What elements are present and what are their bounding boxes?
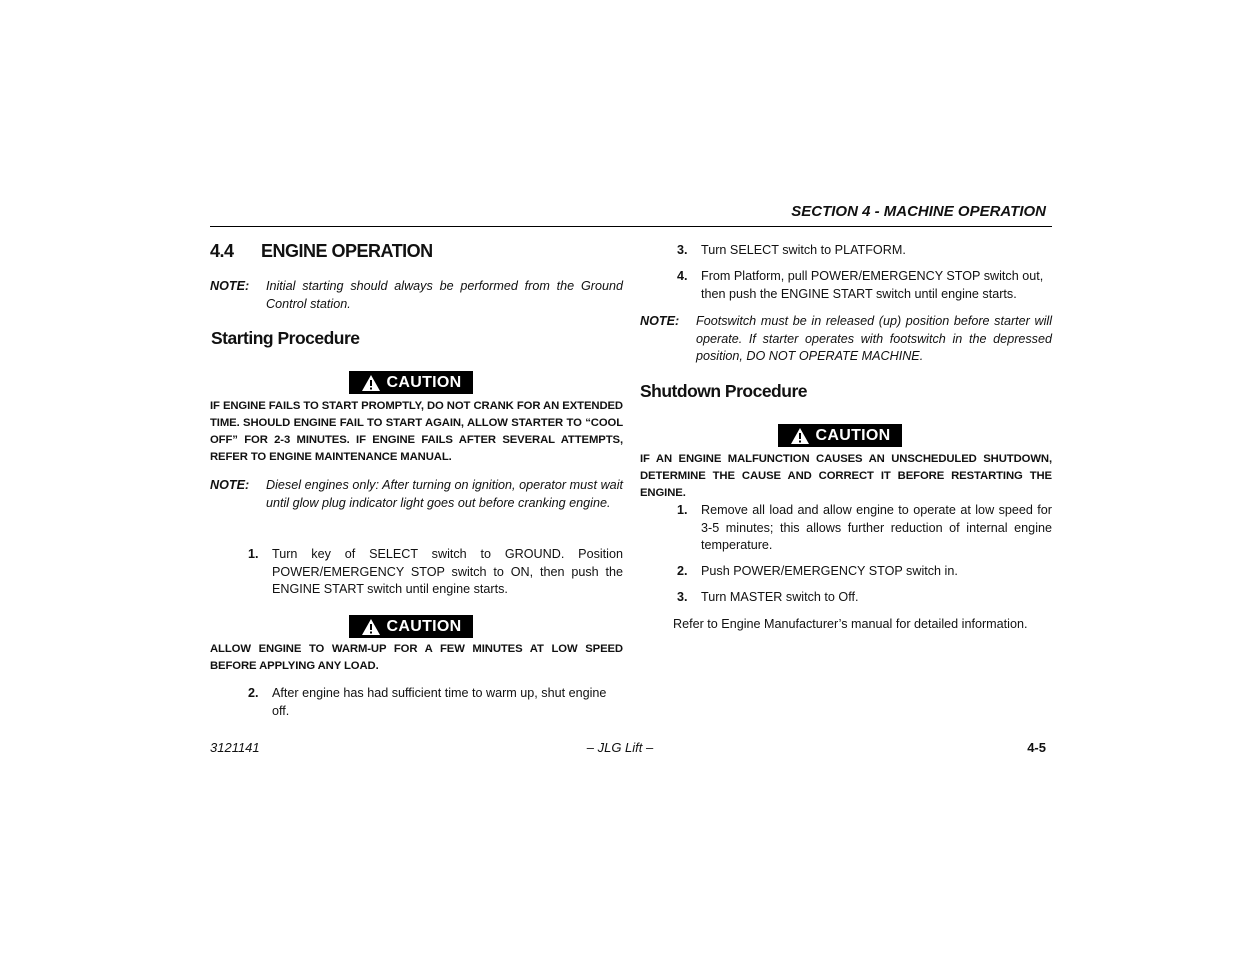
caution-text-1: IF ENGINE FAILS TO START PROMPTLY, DO NOT CRANK FOR AN EXTENDED TIME. SHOULD ENGINE FAIL TO START AGAIN, ALLOW STARTER TO “COOL OFF” FOR 2-3 MINUTES. IF ENGINE FAILS AFTER SEVERAL ATTEMPTS, REFER TO ENGINE MAINTENANCE MANUAL. — [210, 400, 623, 463]
step-number: 3. — [677, 590, 688, 604]
step-text: Turn key of SELECT switch to GROUND. Position POWER/EMERGENCY STOP switch to ON, then push the ENGINE START switch until engine starts. — [272, 547, 623, 596]
footer-center: – JLG Lift – — [586, 740, 654, 755]
step-text: From Platform, pull POWER/EMERGENCY STOP switch out, then push the ENGINE START switch until engine starts. — [701, 269, 1044, 301]
header-rule — [210, 226, 1052, 227]
start-step-3 — [677, 242, 1052, 260]
step-number: 2. — [248, 686, 259, 700]
note-text: Footswitch must be in released (up) position before starter will operate. If starter operates with footswitch in the depressed position, DO NOT OPERATE MACHINE. — [696, 314, 1052, 363]
step-text: Turn SELECT switch to PLATFORM. — [701, 243, 906, 257]
starting-procedure-heading: Starting Procedure — [211, 328, 360, 348]
section-header: SECTION 4 - MACHINE OPERATION — [791, 203, 1046, 220]
warning-icon — [361, 374, 381, 392]
step-number: 3. — [677, 243, 688, 257]
shutdown-step-3 — [677, 589, 1052, 607]
start-step-1 — [248, 546, 623, 600]
step-text: Remove all load and allow engine to operate at low speed for 3-5 minutes; this allows further reduction of internal engine temperature. — [701, 503, 1052, 552]
note-label: NOTE: — [210, 279, 250, 293]
start-step-4 — [677, 268, 1052, 304]
caution-text-2: ALLOW ENGINE TO WARM-UP FOR A FEW MINUTES AT LOW SPEED BEFORE APPLYING ANY LOAD. — [210, 643, 623, 672]
note-text: Initial starting should always be performed from the Ground Control station. — [266, 279, 623, 311]
refer-manual-text: Refer to Engine Manufacturer’s manual for detailed information. — [673, 617, 1028, 631]
page-number: 4-5 — [1027, 740, 1046, 755]
step-text: After engine has had sufficient time to warm up, shut engine off. — [272, 686, 607, 718]
step-number: 1. — [677, 503, 688, 517]
shutdown-step-1 — [677, 502, 1052, 556]
heading-title: ENGINE OPERATION — [261, 241, 433, 261]
caution-text-3: IF AN ENGINE MALFUNCTION CAUSES AN UNSCHEDULED SHUTDOWN, DETERMINE THE CAUSE AND CORRECT IT BEFORE RESTARTING THE ENGINE. — [640, 453, 1052, 499]
note-text: Diesel engines only: After turning on ignition, operator must wait until glow plug indicator light goes out before cranking engine. — [266, 478, 623, 510]
step-number: 4. — [677, 269, 688, 283]
heading-number: 4.4 — [210, 241, 234, 261]
caution-label-1 — [349, 371, 473, 394]
note-ground-control — [210, 278, 623, 314]
shutdown-step-2 — [677, 563, 1052, 581]
caution-word: CAUTION — [815, 426, 891, 444]
section-heading — [210, 241, 433, 262]
warning-icon — [361, 618, 381, 636]
document-number: 3121141 — [210, 740, 260, 755]
note-label: NOTE: — [210, 478, 250, 492]
shutdown-procedure-heading: Shutdown Procedure — [640, 381, 807, 401]
step-text: Turn MASTER switch to Off. — [701, 590, 859, 604]
caution-word: CAUTION — [386, 617, 462, 635]
caution-label-3 — [778, 424, 902, 447]
caution-label-2 — [349, 615, 473, 638]
step-number: 1. — [248, 547, 259, 561]
step-text: Push POWER/EMERGENCY STOP switch in. — [701, 564, 958, 578]
warning-icon — [790, 427, 810, 445]
step-number: 2. — [677, 564, 688, 578]
caution-word: CAUTION — [386, 373, 462, 391]
note-label: NOTE: — [640, 314, 680, 328]
note-footswitch — [640, 313, 1052, 367]
note-diesel — [210, 477, 623, 531]
start-step-2 — [248, 685, 623, 721]
